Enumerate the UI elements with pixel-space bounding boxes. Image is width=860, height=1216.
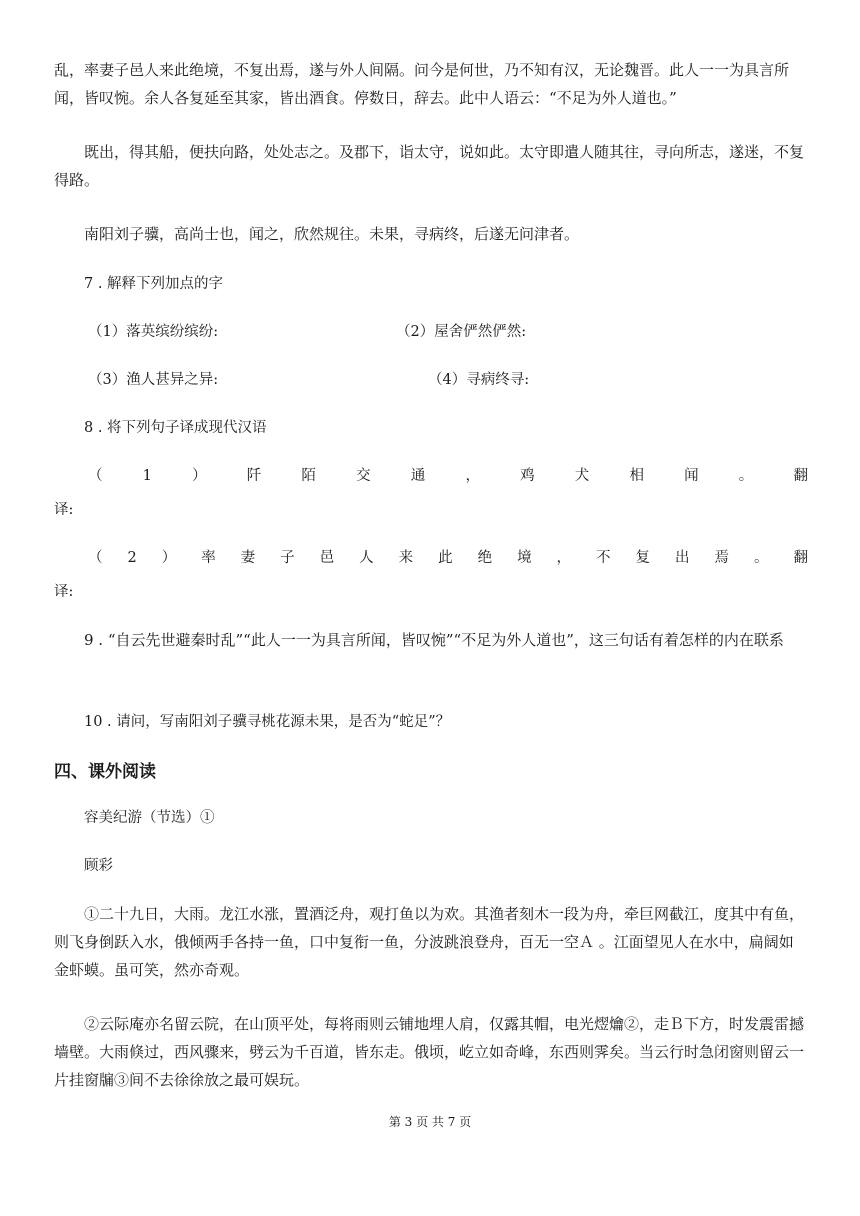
q8-s2-char: 。 xyxy=(753,550,769,566)
q8-s2-char: ） xyxy=(161,550,177,566)
q8-s2-char: 出 xyxy=(675,550,690,566)
essay-paragraph-2: ②云际庵亦名留云院，在山顶平处，每将雨则云铺地埋人肩，仅露其帽，电光熤爚②，走Ｂ下方，时发震雷撼墙壁。大雨倏过，西风骤来，劈云为千百道，皆东走。俄顷，屹立如奇峰，东西则霁矣。当云行时急闭窗则留云一片挂窗牖③间不去徐徐放之最可娱玩。 xyxy=(54,1015,805,1089)
question-7-title: 7 . 解释下列加点的字 xyxy=(84,276,224,292)
essay-paragraph-1: ①二十九日，大雨。龙江水涨，置酒泛舟，观打鱼以为欢。其渔者刻木一段为舟，牵巨网截江，度其中有鱼，则飞身倒跃入水，俄倾两手各持一鱼，口中复衔一鱼，分波跳浪登舟，百无一空Ａ 。江面望见人在水中，扁阔如金虾蟆。虽可笑，然亦奇观。 xyxy=(54,905,805,979)
q8-s2-char: 翻 xyxy=(793,550,808,566)
q8-s1-char: 犬 xyxy=(574,468,590,484)
q8-s2-char: 人 xyxy=(359,550,374,566)
q8-s2-char: 绝 xyxy=(477,550,493,566)
essay-title: 容美纪游（节选）① xyxy=(84,810,215,826)
question-9: 9 . “自云先世避秦时乱”“此人一一为具言所闻，皆叹惋”“不足为外人道也”，这三句话有着怎样的内在联系 xyxy=(84,631,784,649)
question-7-sub-3: （3）渔人甚异之异: xyxy=(88,372,219,388)
q8-s1-char: 。 xyxy=(738,468,754,484)
q8-s2-char: 此 xyxy=(438,550,453,566)
q8-s1-char: 相 xyxy=(629,468,644,484)
q8-s2-char: 妻 xyxy=(240,550,256,566)
question-7-sub-1: （1）落英缤纷缤纷: xyxy=(88,324,219,340)
q8-s2-char: ， xyxy=(556,550,572,566)
passage-paragraph-3: 南阳刘子骥，高尚士也，闻之，欣然规往。未果，寻病终，后遂无问津者。 xyxy=(84,225,580,243)
question-10: 10 . 请问，写南阳刘子骥寻桃花源未果，是否为“蛇足”？ xyxy=(84,714,451,730)
question-8-sentence-1 xyxy=(88,462,808,490)
q8-s1-char: 鸡 xyxy=(520,468,535,484)
q8-s2-char: 不 xyxy=(596,550,611,566)
question-8-sentence-1-cont: 译: xyxy=(54,502,74,518)
passage-paragraph-1: 乱，率妻子邑人来此绝境，不复出焉，遂与外人间隔。问今是何世，乃不知有汉，无论魏晋。此人一一为具言所闻，皆叹惋。余人各复延至其家，皆出酒食。停数日，辞去。此中人语云：“不足为外人道也。” xyxy=(54,61,790,107)
q8-s2-char: （ xyxy=(88,550,103,566)
passage-paragraph-2: 既出，得其船，便扶向路，处处志之。及郡下，诣太守，说如此。太守即遣人随其往，寻向所志，遂迷，不复得路。 xyxy=(54,143,805,189)
question-7-sub-2: （2）屋舍俨然俨然: xyxy=(396,324,527,340)
essay-author: 顾彩 xyxy=(84,858,113,874)
question-7-sub-4: （4）寻病终寻: xyxy=(428,372,530,388)
q8-s2-char: 邑 xyxy=(319,550,335,566)
q8-s2-char: 境 xyxy=(517,550,532,566)
q8-s2-char: 复 xyxy=(635,550,651,566)
q8-s2-char: 焉 xyxy=(714,550,729,566)
q8-s2-char: 率 xyxy=(201,550,216,566)
q8-s1-char: 交 xyxy=(356,468,371,484)
question-8-sentence-2-cont: 译: xyxy=(54,584,74,600)
q8-s1-char: 1 xyxy=(142,468,152,484)
q8-s2-char: 2 xyxy=(127,550,137,566)
q8-s1-char: 陌 xyxy=(301,468,316,484)
q8-s2-char: 子 xyxy=(280,550,295,566)
question-8-sentence-2 xyxy=(88,544,808,572)
page-footer: 第 3 页 共 7 页 xyxy=(388,1115,472,1129)
q8-s1-char: 阡 xyxy=(246,468,262,484)
q8-s2-char: 来 xyxy=(398,550,414,566)
q8-s1-char: 闻 xyxy=(684,468,699,484)
q8-s1-char: ， xyxy=(465,468,480,484)
question-8-title: 8 . 将下列句子译成现代汉语 xyxy=(84,420,267,436)
q8-s1-char: 通 xyxy=(410,468,426,484)
q8-s1-char: 翻 xyxy=(793,468,808,484)
q8-s1-char: （ xyxy=(88,468,103,484)
q8-s1-char: ） xyxy=(192,468,207,484)
section-heading: 四、课外阅读 xyxy=(54,762,156,782)
